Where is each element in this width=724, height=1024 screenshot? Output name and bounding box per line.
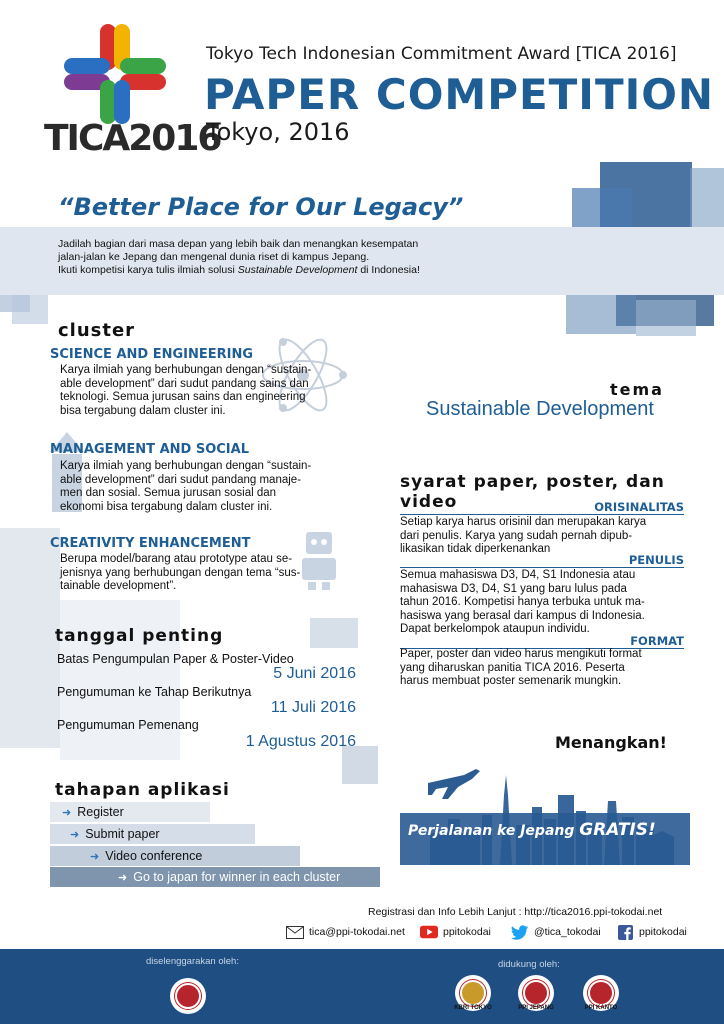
- decor-square: [690, 168, 724, 228]
- step-item: ➜ Video conference: [50, 846, 300, 866]
- email-address: tica@ppi-tokodai.net: [309, 926, 405, 938]
- cluster-title: MANAGEMENT AND SOCIAL: [50, 442, 249, 457]
- facebook-handle: ppitokodai: [639, 926, 687, 938]
- twitter-handle: @tica_tokodai: [534, 926, 601, 938]
- building-silhouette: [0, 528, 60, 748]
- step-item: ➜ Go to japan for winner in each cluster: [50, 867, 380, 887]
- twitter-contact[interactable]: [511, 922, 601, 942]
- step-item: ➜ Register: [50, 802, 210, 822]
- page-title: PAPER COMPETITION: [204, 70, 715, 119]
- organizer-label: diselenggarakan oleh:: [146, 956, 239, 967]
- requirement-title: PENULIS: [400, 553, 684, 568]
- registration-info: Registrasi dan Info Lebih Lanjut : http://tica2016.ppi-tokodai.net: [368, 906, 663, 918]
- facebook-contact[interactable]: [616, 922, 687, 942]
- mail-icon: [286, 925, 304, 939]
- youtube-contact[interactable]: [420, 922, 491, 942]
- logo-wordmark: [44, 118, 220, 159]
- requirement-description: Paper, poster dan video harus mengikuti format yang diharuskan panitia TICA 2016. Peserta harus membuat poster semenarik mungkin.: [400, 648, 642, 687]
- twitter-icon: [511, 925, 529, 939]
- requirement-description: Setiap karya harus orisinil dan merupakan karya dari penulis. Karya yang sudah pernah dipub- likasikan tidak diperkenankan: [400, 516, 647, 555]
- prize-heading: Menangkan!: [555, 733, 667, 752]
- supporter-name: KBRI TOKYO: [454, 1005, 492, 1011]
- step-item: ➜ Submit paper: [50, 824, 255, 844]
- facebook-icon: [616, 925, 634, 939]
- youtube-icon: [420, 925, 438, 939]
- supporter-name: PPI KANTO: [584, 1005, 618, 1011]
- theme-label: tema: [610, 380, 664, 399]
- intro-line: Ikuti kompetisi karya tulis ilmiah solusi Sustainable Development di Indonesia!: [58, 264, 420, 276]
- tica-logo-icon: [60, 22, 170, 127]
- date-label: Batas Pengumpulan Paper & Poster-Video: [57, 652, 294, 666]
- intro-line: Jadilah bagian dari masa depan yang lebih baik dan menangkan kesempatan: [58, 238, 419, 250]
- date-label: Pengumuman ke Tahap Berikutnya: [57, 685, 252, 699]
- decor-square: [342, 746, 378, 784]
- decor-square: [310, 618, 358, 648]
- location-year: Tokyo, 2016: [206, 118, 350, 146]
- cluster-description: Berupa model/barang atau prototype atau se- jenisnya yang berhubungan dengan tema “sus- tainable development”.: [60, 553, 301, 592]
- cluster-title: CREATIVITY ENHANCEMENT: [50, 536, 251, 551]
- date-value: 11 Juli 2016: [270, 699, 356, 716]
- award-title: Tokyo Tech Indonesian Commitment Award [TICA 2016]: [206, 44, 677, 64]
- intro-line: jalan-jalan ke Jepang dan mengenal dunia riset di kampus Jepang.: [58, 251, 370, 263]
- decor-square: [636, 300, 696, 336]
- intro-text: [58, 238, 518, 277]
- arrow-right-icon: ➜: [62, 807, 72, 819]
- theme-value: Sustainable Development: [426, 398, 654, 420]
- date-label: Pengumuman Pemenang: [57, 718, 199, 732]
- requirements-heading: syarat paper, poster, dan video: [400, 472, 665, 512]
- slogan: “Better Place for Our Legacy”: [58, 193, 464, 221]
- cluster-description: Karya ilmiah yang berhubungan dengan “sustain- able development” dari sudut pandang sains dan teknologi. Semua jurusan sains dan engineering bisa tergabung dalam cluster ini.: [60, 364, 312, 417]
- cluster-title: SCIENCE AND ENGINEERING: [50, 347, 254, 362]
- email-contact[interactable]: [286, 922, 405, 942]
- cluster-description: Karya ilmiah yang berhubungan dengan “sustain- able development” dari sudut pandang manaje- men dan sosial. Semua jurusan sosial dan ekonomi bisa tergabung dalam cluster ini.: [60, 460, 312, 513]
- steps-heading: tahapan aplikasi: [55, 780, 230, 800]
- date-value: 1 Agustus 2016: [245, 733, 356, 750]
- prize-label: Perjalanan ke Jepang: [408, 823, 575, 839]
- requirement-title: ORISINALITAS: [400, 500, 684, 515]
- prize-free-label: GRATIS!: [579, 820, 656, 840]
- youtube-handle: ppitokodai: [443, 926, 491, 938]
- prize-text: [408, 820, 656, 840]
- arrow-right-icon: ➜: [90, 851, 100, 863]
- arrow-right-icon: ➜: [70, 829, 80, 841]
- arrow-right-icon: ➜: [118, 872, 128, 884]
- supporter-name: PPI JEPANG: [518, 1005, 554, 1011]
- dates-heading: tanggal penting: [55, 626, 224, 646]
- logo-year: 2016: [128, 118, 221, 159]
- organizer-logo: [170, 978, 206, 1014]
- supporter-label: didukung oleh:: [498, 959, 560, 970]
- requirement-description: Semua mahasiswa D3, D4, S1 Indonesia atau mahasiswa D3, D4, S1 yang baru lulus pada tahun 2016. Kompetisi hanya terbuka untuk ma- hasiswa yang berasal dari kampus di Indonesia. Dapat berkelompok ataupun individu.: [400, 569, 645, 635]
- logo-name: TICA: [44, 118, 129, 159]
- date-value: 5 Juni 2016: [273, 665, 356, 682]
- requirement-title: FORMAT: [400, 634, 684, 649]
- cluster-heading: cluster: [58, 320, 136, 341]
- tokyo-skyline-icon: [400, 755, 690, 865]
